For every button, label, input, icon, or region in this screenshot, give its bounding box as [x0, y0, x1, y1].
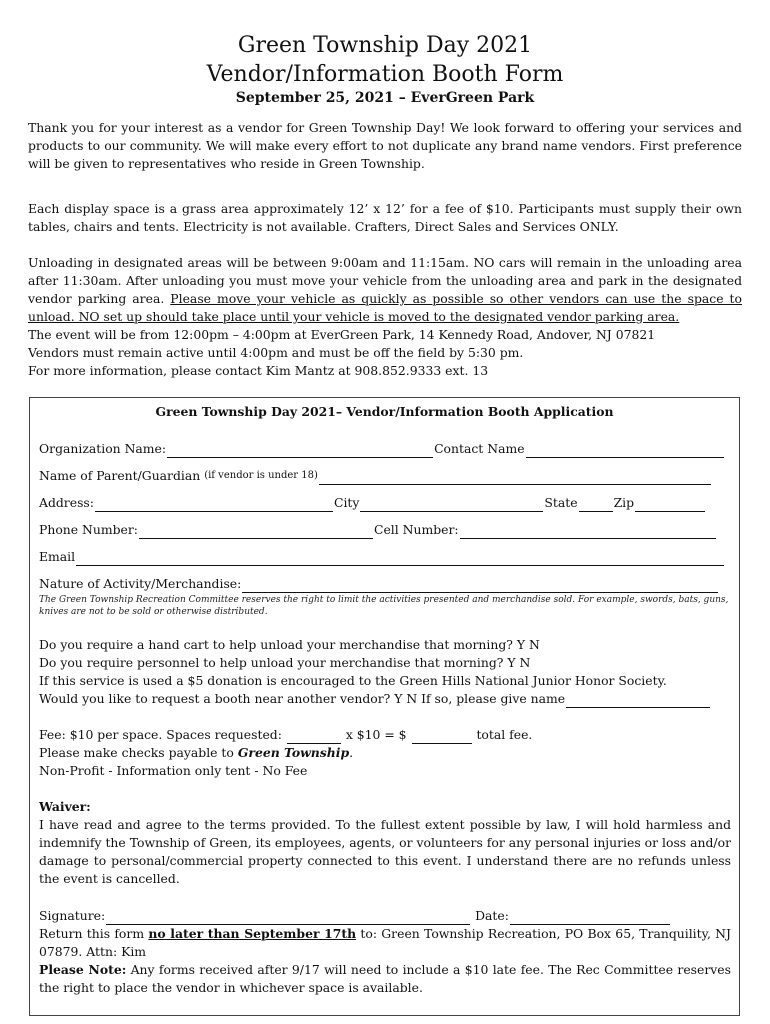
phone-label: Phone Number: [39, 522, 138, 537]
cell-field[interactable] [460, 524, 716, 539]
contact-name-label: Contact Name [434, 441, 525, 456]
zip-field[interactable] [635, 497, 705, 512]
event-time: The event will be from 12:00pm – 4:00pm at EverGreen Park, 14 Kennedy Road, Andover, NJ 07821 [28, 327, 656, 342]
organization-name-field[interactable] [167, 443, 433, 458]
organization-label: Organization Name: [39, 441, 167, 456]
application-box [29, 397, 740, 1016]
activity-restriction-note: The Green Township Recreation Committee reserves the right to limit the activities presented and merchandise sold. For example, swords, bats, guns, knives are not to be sold or otherwise distributed. [39, 595, 729, 617]
event-date-location: September 25, 2021 – EverGreen Park [235, 90, 535, 106]
checks-text: Please make checks payable to [39, 745, 238, 760]
city-label: City [333, 495, 360, 510]
signature-row [39, 907, 731, 925]
title-line-1: Green Township Day 2021 [237, 33, 533, 58]
booth-near-question: Would you like to request a booth near another vendor? Y N If so, please give name [39, 691, 566, 706]
cell-label: Cell Number: [373, 522, 459, 537]
parent-guardian-field[interactable] [319, 470, 711, 485]
intro-paragraph-2: Each display space is a grass area approximately 12’ x 12’ for a fee of $10. Participants must supply their own tables, chairs and tents. Electricity is not available. Crafters, Direct Sales and Services ONLY. [28, 201, 742, 234]
fee-label: Fee: $10 per space. Spaces requested: [39, 727, 282, 742]
intro-paragraph-1: Thank you for your interest as a vendor for Green Township Day! We look forward to offering your services and products to our community. We will make every effort to not duplicate any brand name vendors. First preference will be given to representatives who reside in Green Township. [28, 120, 742, 171]
intro-paragraph-3 [28, 254, 742, 326]
signature-label: Signature: [39, 908, 106, 923]
waiver-text: I have read and agree to the terms provided. To the fullest extent possible by law, I will hold harmless and indemnify the Township of Green, its employees, agents, or volunteers for any personal injuries or loss and/or damage to personal/commercial property connected to this event. I understand there are no refunds unless the event is cancelled. [39, 817, 731, 886]
booth-near-row [39, 690, 731, 708]
fee-row [39, 726, 731, 744]
application-title: Green Township Day 2021– Vendor/Information Booth Application [155, 404, 614, 419]
unloading-rules: Unloading in designated areas will be between 9:00am and 11:15am. NO cars will remain in the unloading area after 11:30am. After unloading you must move your vehicle from the unloading area and park in the designated vendor parking area. [28, 255, 742, 306]
parking-notice: Please move your vehicle as quickly as possible so other vendors can use the space to unload. NO set up should take place until your vehicle is moved to the designated vendor parking area. [28, 291, 742, 324]
note-text: Any forms received after 9/17 will need to include a $10 late fee. The Rec Committee reserves the right to place the vendor in whichever space is available. [39, 962, 731, 995]
address-row [39, 494, 731, 512]
activity-row [39, 575, 731, 593]
total-fee-field[interactable] [412, 729, 472, 744]
activity-field[interactable] [242, 578, 718, 593]
return-text: Return this form [39, 926, 149, 941]
date-field[interactable] [510, 910, 670, 925]
email-field[interactable] [76, 551, 724, 566]
contact-info: For more information, please contact Kim Mantz at 908.852.9333 ext. 13 [28, 363, 489, 378]
total-fee-label: total fee. [476, 727, 533, 742]
donation-note: If this service is used a $5 donation is encouraged to the Green Hills National Junior Honor Society. [39, 673, 667, 688]
checks-payable [39, 744, 731, 762]
phone-row [39, 521, 731, 539]
contact-name-field[interactable] [526, 443, 724, 458]
activity-label: Nature of Activity/Merchandise: [39, 576, 242, 591]
form-title [0, 31, 770, 89]
personnel-question: Do you require personnel to help unload your merchandise that morning? Y N [39, 655, 531, 670]
date-label: Date: [475, 908, 509, 923]
checks-period: . [349, 745, 354, 760]
phone-field[interactable] [139, 524, 373, 539]
parent-label: Name of Parent/Guardian [39, 468, 201, 483]
parent-note: (if vendor is under 18) [204, 470, 318, 481]
near-vendor-name-field[interactable] [566, 693, 710, 708]
email-row [39, 548, 731, 566]
nonprofit-note: Non-Profit - Information only tent - No Fee [39, 763, 308, 778]
vendor-rule: Vendors must remain active until 4:00pm and must be off the field by 5:30 pm. [28, 345, 524, 360]
note-label: Please Note: [39, 962, 127, 977]
email-label: Email [39, 549, 76, 564]
spaces-requested-field[interactable] [287, 729, 341, 744]
return-address: to: Green Township Recreation, PO Box 65, Tranquility, NJ 07879. Attn: Kim [39, 926, 731, 959]
return-instructions [39, 925, 731, 961]
address-label: Address: [39, 495, 94, 510]
state-label: State [544, 495, 578, 510]
late-fee-note [39, 961, 731, 997]
organization-row [39, 440, 731, 458]
fee-multiplier: x $10 = $ [345, 727, 407, 742]
state-field[interactable] [579, 497, 613, 512]
signature-field[interactable] [106, 910, 470, 925]
zip-label: Zip [613, 495, 635, 510]
address-field[interactable] [95, 497, 333, 512]
hand-cart-question: Do you require a hand cart to help unload your merchandise that morning? Y N [39, 637, 540, 652]
return-deadline: no later than September 17th [148, 926, 357, 941]
parent-row [39, 467, 731, 485]
title-line-2: Vendor/Information Booth Form [206, 62, 564, 87]
waiver-title: Waiver: [39, 799, 91, 814]
city-field[interactable] [360, 497, 543, 512]
payee-name: Green Township [237, 745, 350, 760]
